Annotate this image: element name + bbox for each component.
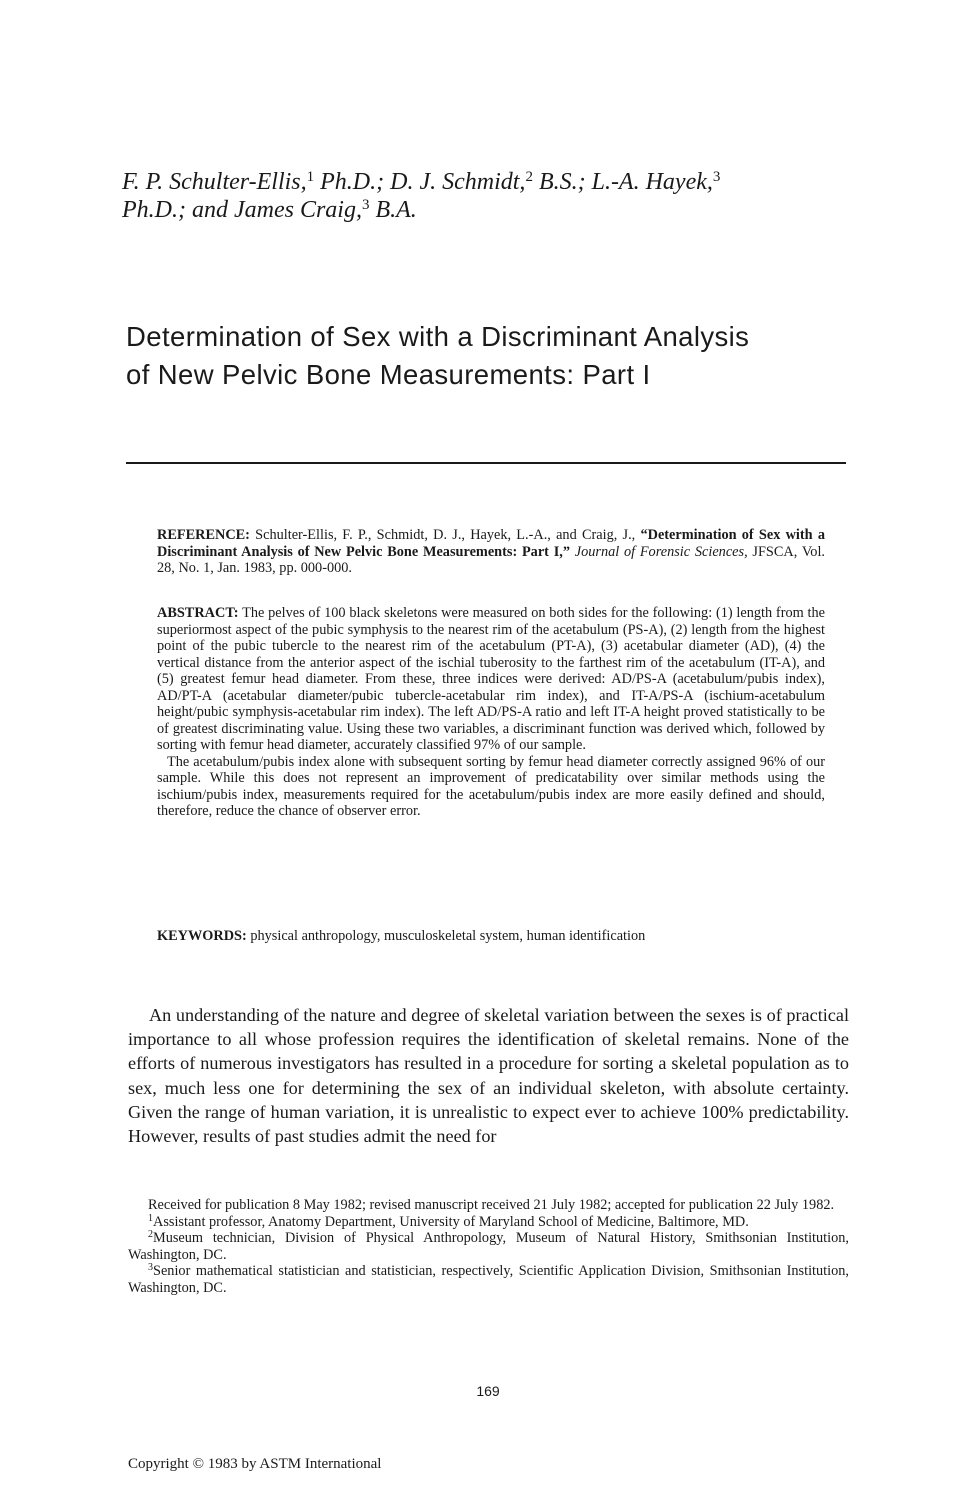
reference-article-title: “Determination of Sex with a Discriminant Analysis of New Pelvic Bone Measurements: Part I,” — [157, 527, 825, 560]
footnote-1-mark: 1 — [148, 1212, 153, 1224]
keywords-block — [157, 928, 825, 945]
paper-title-line-2: of New Pelvic Bone Measurements: Part I — [126, 359, 651, 390]
reference-label: REFERENCE: — [157, 527, 250, 543]
author-1-footnote-mark: 1 — [306, 169, 315, 185]
abstract-text-1: The pelves of 100 black skeletons were measured on both sides for the following: (1) length from the superiormost aspect of the pubic symphysis to the nearest rim of the acetabulum (PS-A), (2) length from the highest point of the pubic tubercle to the nearest rim of the acetabulum (PT-A), (3) acetabular diameter (AD), (4) the vertical distance from the anterior aspect of the ischial tuberosity to the farthest rim of the acetabulum (IT-A), and (5) greatest femur head diameter. From these, three indices were derived: AD/PS-A (acetabulum/pubis index), AD/PT-A (acetabular diameter/pubic tubercle-acetabular rim index), and IT-A/PS-A (ischium-acetabulum height/pubic symphysis-acetabular rim index). The left AD/PS-A ratio and left IT-A height proved statistically to be of greatest discriminating value. Using these two variables, a discriminant function was derived which, followed by sorting with femur head diameter, accurately classified 97% of our sample. — [157, 605, 825, 753]
footnote-3-text: Senior mathematical statistician and statistician, respectively, Scientific Application Division, Smithsonian Institution, Washington, DC. — [128, 1263, 849, 1296]
author-2-name: D. J. Schmidt, — [390, 169, 526, 195]
author-3-degree: Ph.D.; and — [122, 197, 228, 223]
body-text: An understanding of the nature and degree of skeletal variation between the sexes is of practical importance to all whose profession requires the identification of skeletal remains. None of the efforts of numerous investigators has resulted in a procedure for sorting a skeletal population as to sex, much less one for determining the sex of an individual skeleton, with absolute certainty. Given the range of human variation, it is unrealistic to expect ever to achieve 100% predictability. However, results of past studies admit the need for — [128, 1005, 849, 1147]
abstract-label: ABSTRACT: — [157, 605, 239, 621]
author-3-name: L.-A. Hayek, — [591, 169, 713, 195]
author-1-degree: Ph.D.; — [320, 169, 385, 195]
author-2-degree: B.S.; — [538, 169, 586, 195]
footnote-2-mark: 2 — [148, 1229, 153, 1241]
abstract-paragraph-2: The acetabulum/pubis index alone with subsequent sorting by femur head diameter correctly assigned 96% of our sample. While this does not represent an improvement of predicatability over similar methods using the ischium/pubis index, measurements required for the acetabulum/pubis index are more easily defined and should, therefore, reduce the chance of observer error. — [157, 753, 825, 819]
abstract-paragraph-1 — [157, 605, 825, 754]
title-divider — [126, 462, 846, 464]
footnote-1-text: Assistant professor, Anatomy Department, University of Maryland School of Medicine, Baltimore, MD. — [153, 1213, 749, 1230]
author-1-name: F. P. Schulter-Ellis, — [122, 169, 307, 195]
keywords-label: KEYWORDS: — [157, 928, 247, 944]
author-4-footnote-mark: 3 — [361, 197, 370, 213]
footnote-2 — [128, 1230, 849, 1263]
footnote-received: Received for publication 8 May 1982; revised manuscript received 21 July 1982; accepted for publication 22 July 1982. — [148, 1197, 835, 1213]
paper-title-line-1: Determination of Sex with a Discriminant Analysis — [126, 321, 750, 352]
author-2-footnote-mark: 2 — [525, 169, 533, 185]
body-paragraph — [128, 1003, 849, 1148]
reference-block — [157, 527, 825, 577]
keywords-text: physical anthropology, musculoskeletal system, human identification — [250, 928, 646, 944]
reference-details: JFSCA, Vol. 28, No. 1, Jan. 1983, pp. 000-000. — [157, 543, 825, 576]
abstract-block — [157, 605, 825, 820]
copyright-notice: Copyright © 1983 by ASTM International — [128, 1456, 382, 1472]
author-4-degree: B.A. — [375, 197, 417, 223]
reference-journal: Journal of Forensic Sciences, — [574, 543, 748, 560]
footnote-3 — [128, 1263, 849, 1296]
author-4-name: James Craig, — [233, 197, 362, 223]
reference-authors: Schulter-Ellis, F. P., Schmidt, D. J., Hayek, L.-A., and Craig, J., — [255, 527, 636, 543]
footnote-1 — [128, 1214, 849, 1231]
footnote-2-text: Museum technician, Division of Physical Anthropology, Museum of Natural History, Smithsonian Institution, Washington, DC. — [128, 1230, 849, 1263]
author-3-footnote-mark: 3 — [712, 169, 721, 185]
author-list — [122, 168, 882, 224]
footnote-3-mark: 3 — [148, 1262, 153, 1274]
paper-title — [126, 318, 906, 394]
page-number: 169 — [476, 1383, 500, 1399]
footnotes — [128, 1197, 849, 1297]
